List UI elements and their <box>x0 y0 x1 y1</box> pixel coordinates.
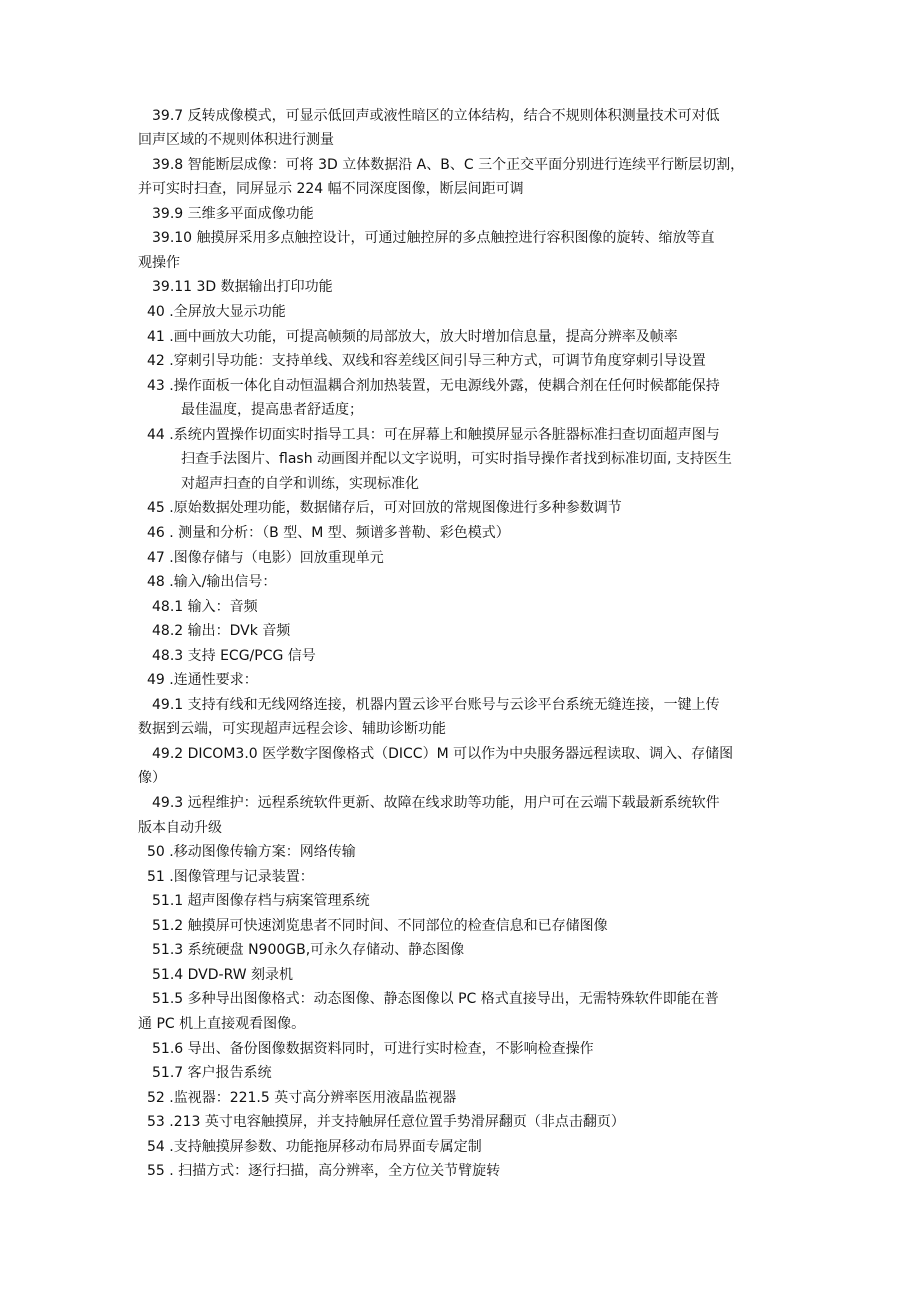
text-line: 像） <box>138 770 166 786</box>
text-line: 54 .支持触摸屏参数、功能拖屏移动布局界面专属定制 <box>147 1139 482 1155</box>
text-line: 51.6 导出、备份图像数据资料同时，可进行实时检查，不影响检查操作 <box>152 1041 594 1057</box>
text-line: 51 .图像管理与记录装置： <box>147 869 314 885</box>
text-line: 51.7 客户报告系统 <box>152 1065 272 1081</box>
text-line: 42 .穿刺引导功能：支持单线、双线和容差线区间引导三种方式，可调节角度穿刺引导设置 <box>147 353 706 369</box>
text-line: 39.9 三维多平面成像功能 <box>152 206 314 222</box>
text-line: 40 .全屏放大显示功能 <box>147 304 286 320</box>
text-line: 48 .输入/输出信号： <box>147 574 277 590</box>
text-line: 通 PC 机上直接观看图像。 <box>138 1016 306 1032</box>
text-line: 回声区域的不规则体积进行测量 <box>138 132 334 148</box>
text-line: 50 .移动图像传输方案：网络传输 <box>147 844 356 860</box>
text-line: 39.7 反转成像模式，可显示低回声或液性暗区的立体结构，结合不规则体积测量技术可对低 <box>152 108 720 124</box>
text-line: 44 .系统内置操作切面实时指导工具：可在屏幕上和触摸屏显示各脏器标准扫查切面超声图与 <box>147 427 720 443</box>
text-line: 46 . 测量和分析：（B 型、M 型、频谱多普勒、彩色模式） <box>147 525 510 541</box>
text-line: 47 .图像存储与（电影）回放重现单元 <box>147 550 384 566</box>
text-line: 43 .操作面板一体化自动恒温耦合剂加热装置，无电源线外露，使耦合剂在任何时候都能保持 <box>147 378 720 394</box>
text-line: 对超声扫查的自学和训练，实现标准化 <box>181 476 419 492</box>
text-line: 39.11 3D 数据输出打印功能 <box>152 279 333 295</box>
text-line: 51.3 系统硬盘 N900GB,可永久存储动、静态图像 <box>152 942 465 958</box>
text-line: 最佳温度，提高患者舒适度； <box>181 402 363 418</box>
text-line: 49.2 DICOM3.0 医学数字图像格式（DICC）M 可以作为中央服务器远程读取、调入、存储图 <box>152 746 734 762</box>
text-line: 51.2 触摸屏可快速浏览患者不同时间、不同部位的检查信息和已存储图像 <box>152 918 608 934</box>
text-line: 数据到云端，可实现超声远程会诊、辅助诊断功能 <box>138 721 446 737</box>
text-line: 45 .原始数据处理功能，数据储存后，可对回放的常规图像进行多种参数调节 <box>147 500 622 516</box>
text-line: 48.2 输出：DVk 音频 <box>152 623 291 639</box>
text-line: 49.1 支持有线和无线网络连接，机器内置云诊平台账号与云诊平台系统无缝连接，一键上传 <box>152 697 720 713</box>
text-line: 51.4 DVD-RW 刻录机 <box>152 967 294 983</box>
text-line: 49.3 远程维护：远程系统软件更新、故障在线求助等功能，用户可在云端下载最新系统软件 <box>152 795 720 811</box>
text-line: 55 . 扫描方式：逐行扫描，高分辨率，全方位关节臂旋转 <box>147 1163 501 1179</box>
text-line: 49 .连通性要求： <box>147 672 258 688</box>
text-line: 41 .画中画放大功能，可提高帧频的局部放大，放大时增加信息量，提高分辨率及帧率 <box>147 329 678 345</box>
text-line: 扫查手法图片、flash 动画图并配以文字说明，可实时指导操作者找到标准切面, 支持医生 <box>181 451 732 467</box>
text-line: 52 .监视器：221.5 英寸高分辨率医用液晶监视器 <box>147 1090 457 1106</box>
text-line: 51.5 多种导出图像格式：动态图像、静态图像以 PC 格式直接导出，无需特殊软件即能在普 <box>152 991 719 1007</box>
text-line: 并可实时扫查，同屏显示 224 幅不同深度图像，断层间距可调 <box>138 181 524 197</box>
text-line: 版本自动升级 <box>138 820 222 836</box>
text-line: 48.1 输入：音频 <box>152 599 258 615</box>
text-line: 53 .213 英寸电容触摸屏，并支持触屏任意位置手势滑屏翻页（非点击翻页） <box>147 1114 625 1130</box>
text-line: 39.8 智能断层成像：可将 3D 立体数据沿 A、B、C 三个正交平面分别进行连续平行断层切割， <box>152 157 745 173</box>
text-line: 观操作 <box>138 255 180 271</box>
text-line: 51.1 超声图像存档与病案管理系统 <box>152 893 370 909</box>
text-line: 48.3 支持 ECG/PCG 信号 <box>152 648 316 664</box>
text-line: 39.10 触摸屏采用多点触控设计，可通过触控屏的多点触控进行容积图像的旋转、缩放等直 <box>152 230 715 246</box>
